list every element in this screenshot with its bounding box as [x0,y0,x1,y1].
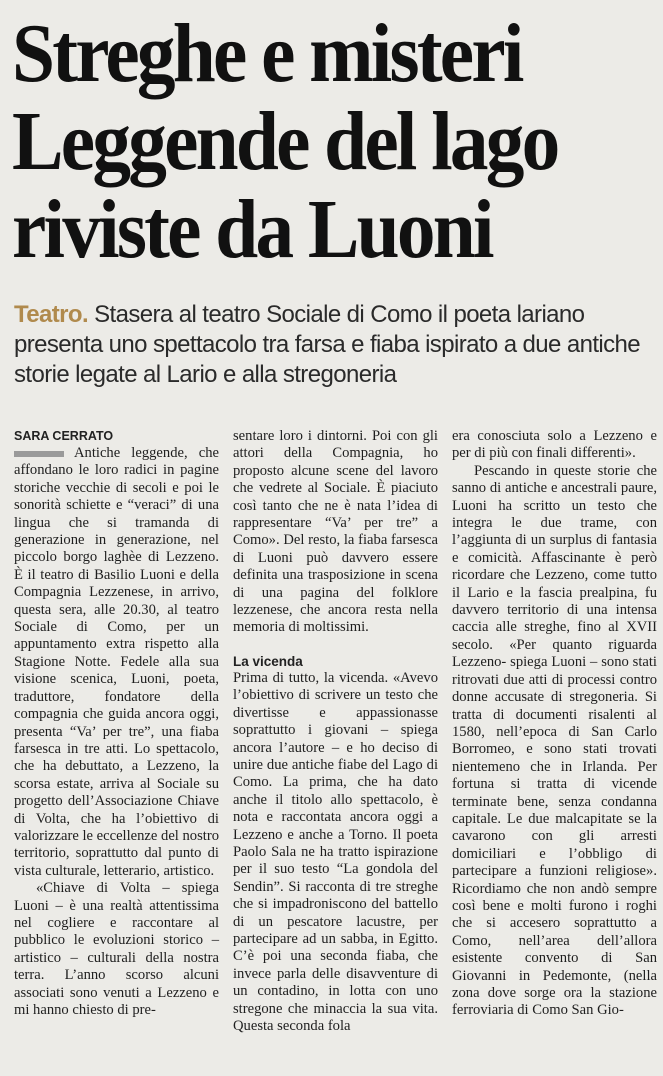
paragraph: Pescando in queste storie che sanno di antiche e ancestrali paure, Luoni ha scritto un testo che integra le due trame, con l’aggiunta di un surplus di fantasia e comicità. Affascinante è però ricordare che Lezzeno, come tutto il Lario e la fascia prealpina, fu davvero territorio di una intensa caccia alle streghe, fino al XVII secolo. «Per quanto riguarda Lezzeno- spiega Luoni – sono stati ritrovati due atti di processi contro donne accusate di stregoneria. Si tratta di documenti risalenti al 1580, nell’epoca di San Carlo Borromeo, e sono stati trovati nientemeno che in Irlanda. Per fortuna si tratta di vicende terminate bene, senza condanna capitale. Le due malcapitate se la cavarono con gli arresti domiciliari e l’obbligo di partecipare a funzioni religiose». Ricordiamo che non andò sempre così bene e molti furono i roghi che si accesero soprattutto a Como, nell’area dell’allora esistente convento di San Giovanni in Pedemonte, (nella zona dove sorge ora la stazione ferroviaria di Como San Gio- [452,462,657,1019]
lead-bar-decoration [14,451,64,457]
paragraph [14,445,219,880]
byline: SARA CERRATO [14,429,114,443]
paragraph: sentare loro i dintorni. Poi con gli attori della Compagnia, ho proposto alcune scene del lavoro che vedrete al Sociale. È piaciuto così tanto che ne è nata l’idea di rappresentare “Va’ per tre” a Como». Del resto, la fiaba farsesca di Luoni può davvero essere definita una trasposizione in scena di una pagina del folklore lezzenese, che ancora resta nella memoria di moltissimi. [233,428,438,636]
subheadline-text: Stasera al teatro Sociale di Como il poeta lariano presenta uno spettacolo tra farsa e fiaba ispirato a due antiche storie legate al Lario e alla stregoneria [14,301,641,388]
paragraph: era conosciuta solo a Lezzeno e per di più con finali differenti». [452,428,657,462]
article-column-2 [233,428,438,1035]
paragraph: Prima di tutto, la vicenda. «Avevo l’obiettivo di scrivere un testo che divertisse e appassionasse soprattutto i giovani – spiega ancora l’autore – e ho deciso di unire due antiche fiabe del Lago di Como. La prima, che ha dato anche il titolo allo spettacolo, è nota e raccontata ancora oggi a Lezzeno e anche a Torno. Il poeta Paolo Sala ne ha tratto ispirazione per il suo testo “La gondola del Sendin”. Si racconta di tre streghe che si impadroniscono del battello di un pescatore lacustre, per partecipare ad un sabba, in Egitto. C’è poi una seconda fiaba, che invece parla delle disavventure di un contadino, in lotta con uno stregone che minaccia la sua vita. Questa seconda fola [233,669,438,1034]
article-column-1 [14,428,219,1035]
section-kicker: Teatro. [14,301,89,328]
headline-line-2: Leggende del lago [12,95,558,188]
article-column-3 [452,428,657,1035]
headline-line-1: Streghe e misteri [12,7,522,100]
paragraph: «Chiave di Volta – spiega Luoni – è una realtà attentissima nel cogliere e raccontare al pubblico le evoluzioni storico – artistico – culturali della nostra terra. L’anno scorso alcuni associati sono venuti a Lezzeno e mi hanno chiesto di pre- [14,880,219,1018]
headline [12,7,610,276]
article-body [14,428,659,1035]
headline-line-3: riviste da Luoni [12,183,492,276]
section-heading: La vicenda [233,653,303,669]
paragraph-text: Antiche leggende, che affondano le loro radici in pagine storiche vecchie di secoli e poi le sonorità schiette e “veraci” di una lingua che si tramanda di generazione in generazione, nel piccolo borgo laghèe di Lezzeno. È il teatro di Basilio Luoni e della Compagnia Lezzenese, in arrivo, questa sera, alle 20.30, al teatro Sociale di Como, per un appuntamento extra rispetto alla Stagione Notte. Fedele alla sua visione scenica, Luoni, poeta, traduttore, fondatore della compagnia che guida ancora oggi, presenta “Va’ per tre”, una fiaba farsesca in tre atti. Lo spettacolo, che ha debuttato, a Lezzeno, la scorsa estate, arriva al Sociale su progetto dell’Associazione Chiave di Volta, che ha l’obiettivo di valorizzare le eccellenze del nostro territorio, soprattutto dal punto di vista culturale, letterario, artistico. [14,445,219,879]
subheadline [14,300,659,390]
